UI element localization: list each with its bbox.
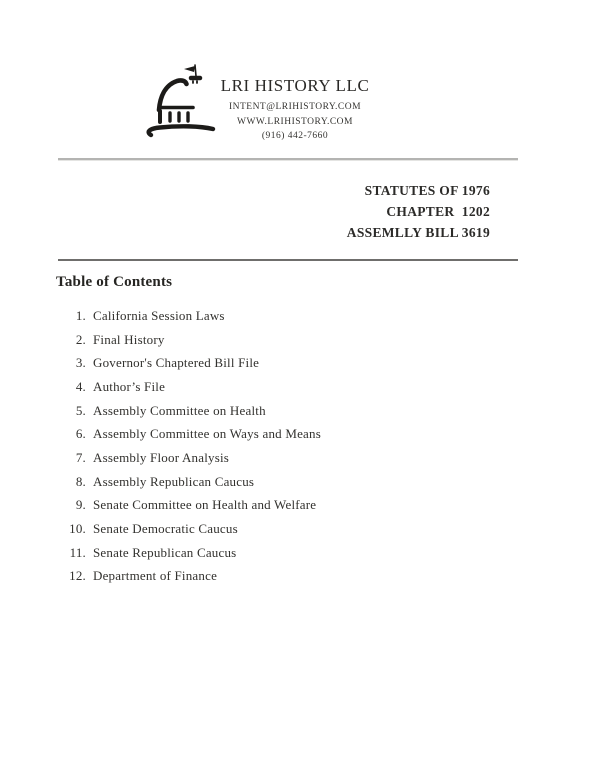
toc-item-number: 8. xyxy=(75,473,86,489)
toc-item xyxy=(0,304,520,328)
toc-item-label: Author’s File xyxy=(93,378,166,394)
toc-item xyxy=(0,517,520,541)
horizontal-rule-bottom xyxy=(58,259,518,261)
toc-item xyxy=(0,446,520,470)
toc-item-number: 5. xyxy=(75,402,86,418)
case-caption xyxy=(347,180,490,243)
toc-item-number: 11. xyxy=(69,544,86,560)
chapter-line: CHAPTER 1202 xyxy=(386,204,490,219)
toc-item xyxy=(0,328,520,352)
toc-item xyxy=(0,494,520,518)
company-email: INTENT@LRIHISTORY.COM xyxy=(228,102,362,112)
toc-item xyxy=(0,470,520,494)
toc-item-number: 2. xyxy=(75,331,86,347)
toc-item-label: California Session Laws xyxy=(93,307,225,323)
toc-title: Table of Contents xyxy=(56,274,173,290)
toc-item-number: 9. xyxy=(75,497,86,513)
toc-item-number: 3. xyxy=(75,355,86,371)
toc-item xyxy=(0,399,520,423)
toc-item xyxy=(0,565,520,589)
toc-list xyxy=(0,304,520,588)
statutes-line: STATUTES OF 1976 xyxy=(364,183,490,198)
letterhead xyxy=(185,76,405,141)
toc-item-label: Assembly Committee on Health xyxy=(93,402,266,418)
bill-line: ASSEMLLY BILL 3619 xyxy=(346,225,490,240)
toc-item xyxy=(0,351,520,375)
toc-item-label: Assembly Committee on Ways and Means xyxy=(93,426,321,442)
toc-item-label: Senate Republican Caucus xyxy=(93,544,237,560)
toc-item-label: Senate Democratic Caucus xyxy=(93,521,238,537)
toc-item-label: Governor's Chaptered Bill File xyxy=(93,355,260,371)
toc-item-number: 12. xyxy=(69,568,86,584)
toc-item-label: Senate Committee on Health and Welfare xyxy=(93,497,317,513)
toc-item-label: Assembly Republican Caucus xyxy=(93,473,255,489)
toc-item-number: 6. xyxy=(75,426,86,442)
company-website: WWW.LRIHISTORY.COM xyxy=(237,116,353,127)
toc-item-label: Final History xyxy=(93,331,165,347)
toc-item-label: Assembly Floor Analysis xyxy=(93,449,230,465)
toc-item-number: 10. xyxy=(69,521,86,537)
horizontal-rule-top xyxy=(58,158,518,161)
toc-item-label: Department of Finance xyxy=(93,568,218,584)
company-phone: (916) 442-7660 xyxy=(261,131,329,141)
toc-item xyxy=(0,422,520,446)
company-name: LRI HISTORY LLC xyxy=(220,76,370,95)
toc-item xyxy=(0,541,520,565)
toc-item xyxy=(0,375,520,399)
toc-item-number: 7. xyxy=(75,449,86,465)
toc-item-number: 1. xyxy=(75,307,86,323)
toc-item-number: 4. xyxy=(75,378,86,394)
